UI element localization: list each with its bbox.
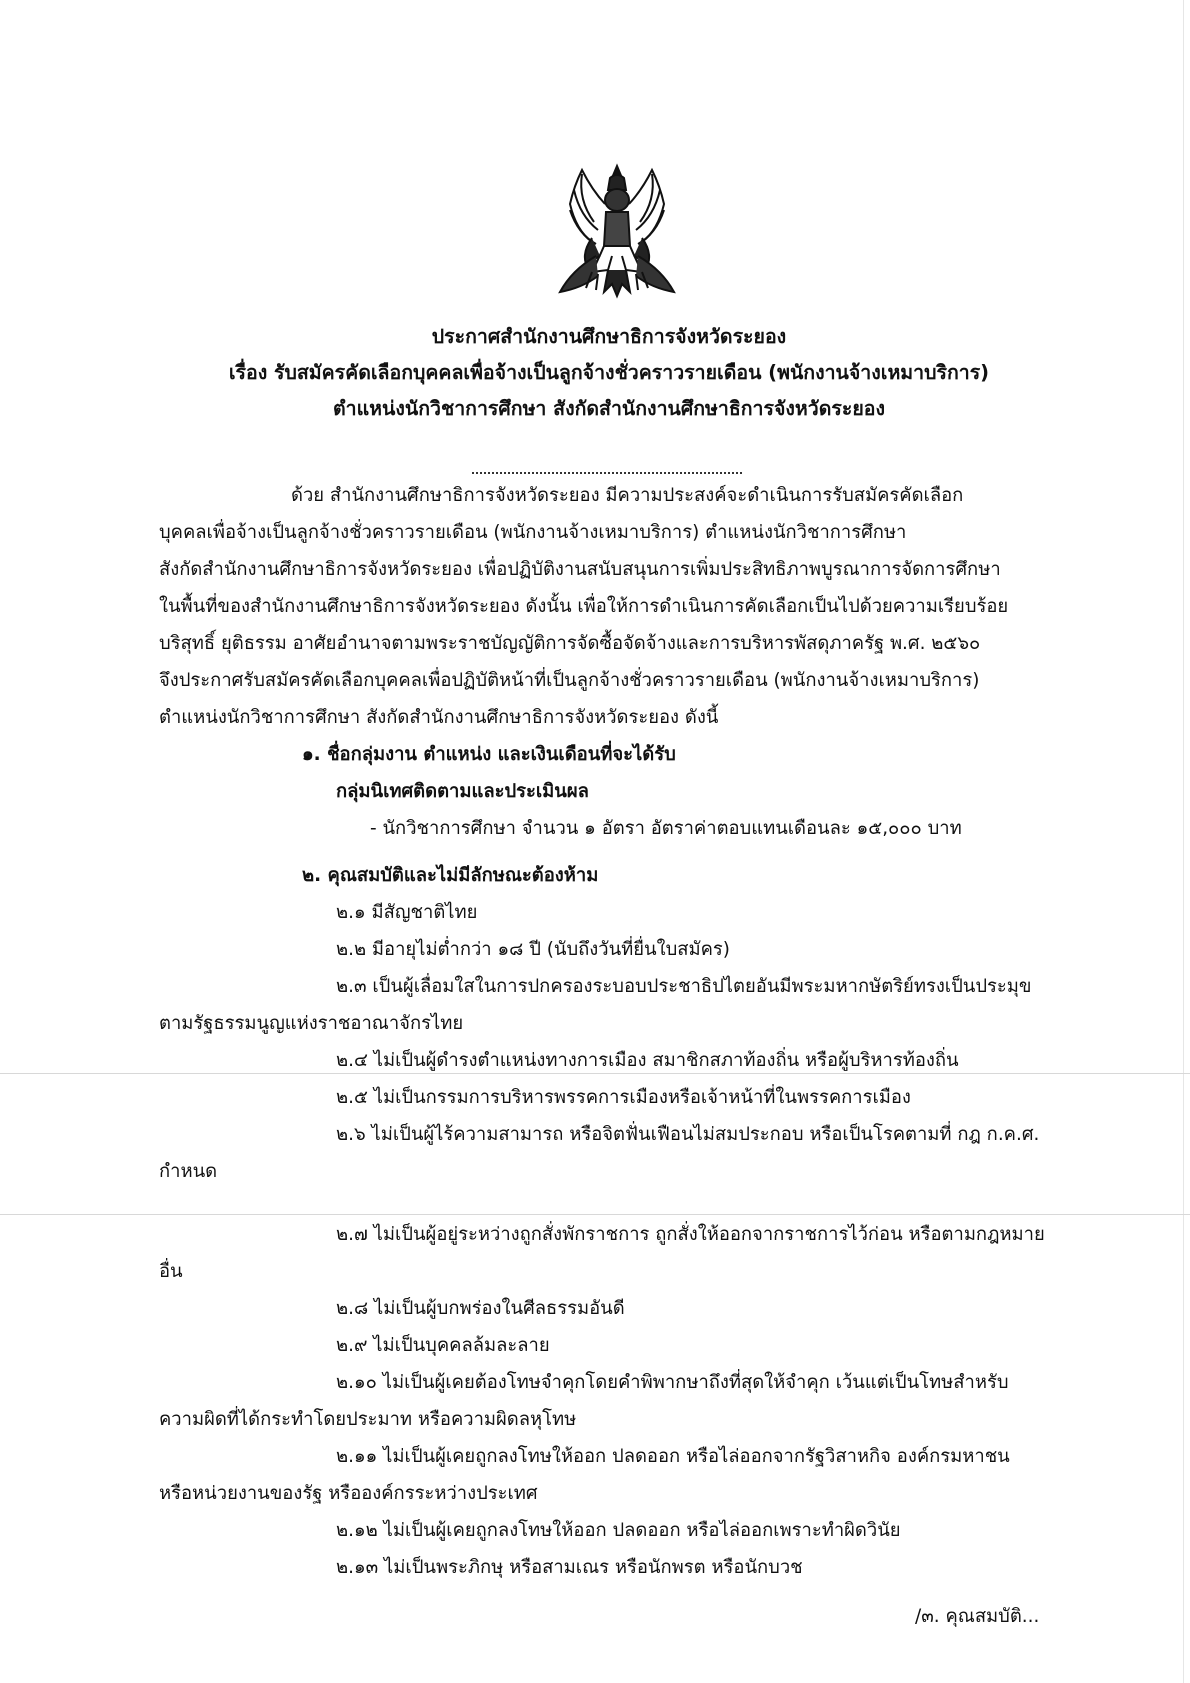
section-1-position: - นักวิชาการศึกษา จำนวน ๑ อัตรา อัตราค่าตอบแทนเดือนละ ๑๕,๐๐๐ บาท: [370, 818, 962, 839]
scan-artifact-line: [0, 1214, 1190, 1215]
qualification-item: ๒.๒ มีอายุไม่ต่ำกว่า ๑๘ ปี (นับถึงวันที่ยื่นใบสมัคร): [336, 939, 730, 960]
announcement-subject: เรื่อง รับสมัครคัดเลือกบุคคลเพื่อจ้างเป็นลูกจ้างชั่วคราวรายเดือน (พนักงานจ้างเหมาบริการ): [228, 361, 990, 384]
page-continuation: /๓. คุณสมบัติ...: [915, 1606, 1040, 1627]
qualification-item: ๒.๑๓ ไม่เป็นพระภิกษุ หรือสามเณร หรือนักพรต หรือนักบวช: [336, 1557, 803, 1578]
garuda-emblem-icon: [552, 160, 682, 310]
qualification-item: ๒.๘ ไม่เป็นผู้บกพร่องในศีลธรรมอันดี: [336, 1298, 625, 1319]
announcement-position: ตำแหน่งนักวิชาการศึกษา สังกัดสำนักงานศึกษาธิการจังหวัดระยอง: [333, 397, 885, 420]
intro-line: สังกัดสำนักงานศึกษาธิการจังหวัดระยอง เพื่อปฏิบัติงานสนับสนุนการเพิ่มประสิทธิภาพบูรณาการจัดการศึกษา: [159, 559, 1001, 580]
title-separator: [472, 472, 742, 474]
qualification-item-continued: ความผิดที่ได้กระทำโดยประมาท หรือความผิดลหุโทษ: [159, 1409, 577, 1430]
intro-line: จึงประกาศรับสมัครคัดเลือกบุคคลเพื่อปฏิบัติหน้าที่เป็นลูกจ้างชั่วคราวรายเดือน (พนักงานจ้างเหมาบริการ): [159, 670, 980, 691]
intro-line: บุคคลเพื่อจ้างเป็นลูกจ้างชั่วคราวรายเดือน (พนักงานจ้างเหมาบริการ) ตำแหน่งนักวิชาการศึกษา: [159, 522, 907, 543]
qualification-item: ๒.๔ ไม่เป็นผู้ดำรงตำแหน่งทางการเมือง สมาชิกสภาท้องถิ่น หรือผู้บริหารท้องถิ่น: [336, 1050, 959, 1071]
announcement-title: ประกาศสำนักงานศึกษาธิการจังหวัดระยอง: [431, 325, 787, 348]
qualification-item-continued: ตามรัฐธรรมนูญแห่งราชอาณาจักรไทย: [159, 1013, 464, 1034]
qualification-item: ๒.๓ เป็นผู้เลื่อมใสในการปกครองระบอบประชาธิปไตยอันมีพระมหากษัตริย์ทรงเป็นประมุข: [336, 976, 1032, 997]
scan-edge: [1183, 0, 1184, 1683]
section-1-heading: ๑. ชื่อกลุ่มงาน ตำแหน่ง และเงินเดือนที่จะได้รับ: [302, 744, 676, 765]
intro-line: ในพื้นที่ของสำนักงานศึกษาธิการจังหวัดระยอง ดังนั้น เพื่อให้การดำเนินการคัดเลือกเป็นไปด้วยความเรียบร้อย: [159, 596, 1009, 617]
qualification-item: ๒.๙ ไม่เป็นบุคคลล้มละลาย: [336, 1335, 550, 1356]
qualification-item: ๒.๑๑ ไม่เป็นผู้เคยถูกลงโทษให้ออก ปลดออก หรือไล่ออกจากรัฐวิสาหกิจ องค์กรมหาชน: [336, 1446, 1010, 1467]
qualification-item: ๒.๗ ไม่เป็นผู้อยู่ระหว่างถูกสั่งพักราชการ ถูกสั่งให้ออกจากราชการไว้ก่อน หรือตามกฎหมาย: [336, 1224, 1045, 1245]
qualification-item: ๒.๑๐ ไม่เป็นผู้เคยต้องโทษจำคุกโดยคำพิพากษาถึงที่สุดให้จำคุก เว้นแต่เป็นโทษสำหรับ: [336, 1372, 1009, 1393]
qualification-item: ๒.๑ มีสัญชาติไทย: [336, 902, 478, 923]
qualification-item-continued: กำหนด: [159, 1161, 218, 1182]
qualification-item: ๒.๕ ไม่เป็นกรรมการบริหารพรรคการเมืองหรือเจ้าหน้าที่ในพรรคการเมือง: [336, 1087, 911, 1108]
qualification-item: ๒.๑๒ ไม่เป็นผู้เคยถูกลงโทษให้ออก ปลดออก หรือไล่ออกเพราะทำผิดวินัย: [336, 1520, 901, 1541]
qualification-item: ๒.๖ ไม่เป็นผู้ไร้ความสามารถ หรือจิตฟั่นเฟือนไม่สมประกอบ หรือเป็นโรคตามที่ กฎ ก.ค.ศ.: [336, 1124, 1040, 1145]
intro-line: บริสุทธิ์ ยุติธรรม อาศัยอำนาจตามพระราชบัญญัติการจัดซื้อจัดจ้างและการบริหารพัสดุภาครัฐ พ.ศ. ๒๕๖๐: [159, 633, 981, 654]
intro-line: ตำแหน่งนักวิชาการศึกษา สังกัดสำนักงานศึกษาธิการจังหวัดระยอง ดังนี้: [159, 707, 719, 728]
qualification-item-continued: หรือหน่วยงานของรัฐ หรือองค์กรระหว่างประเทศ: [159, 1483, 538, 1504]
intro-line: ด้วย สำนักงานศึกษาธิการจังหวัดระยอง มีความประสงค์จะดำเนินการรับสมัครคัดเลือก: [291, 485, 964, 506]
section-2-heading: ๒. คุณสมบัติและไม่มีลักษณะต้องห้าม: [302, 865, 599, 886]
section-1-group: กลุ่มนิเทศติดตามและประเมินผล: [336, 781, 589, 802]
qualification-item-continued: อื่น: [159, 1261, 183, 1282]
